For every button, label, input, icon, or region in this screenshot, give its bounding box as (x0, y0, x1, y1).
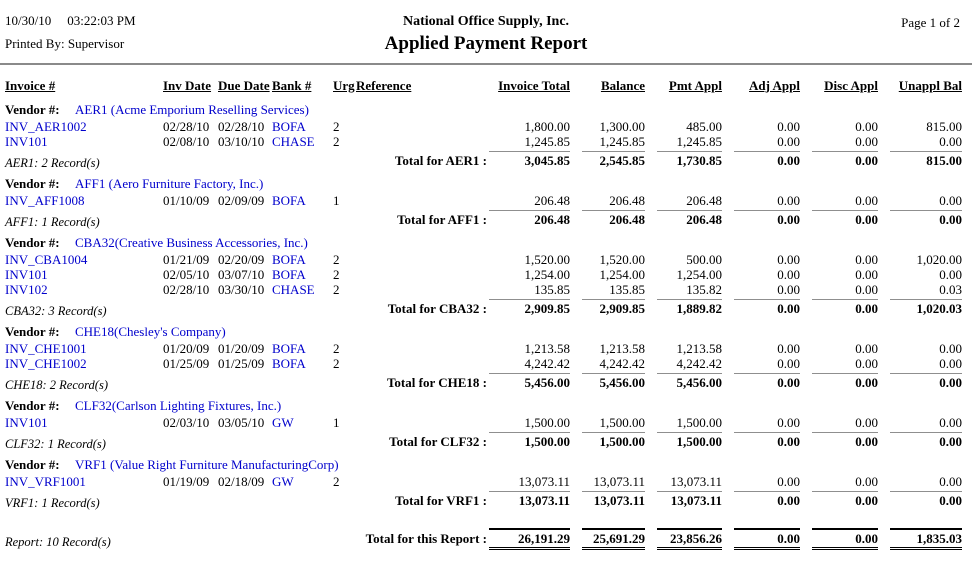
amount-unappl-bal: 815.00 (926, 119, 962, 134)
total-amount: 206.48 (657, 210, 722, 227)
total-disc-appl (800, 528, 878, 550)
vendor-row (0, 235, 976, 250)
urg-value: 2 (333, 356, 340, 371)
amount-unappl-bal: 0.00 (939, 415, 962, 430)
record-count: CBA32: 3 Record(s) (5, 304, 107, 318)
total-pmt-appl (645, 373, 722, 390)
urg-value: 2 (333, 282, 340, 297)
total-amount: 1,730.85 (657, 151, 722, 168)
invoice-link[interactable]: INV101 (5, 134, 48, 149)
amount-adj-appl: 0.00 (777, 267, 800, 282)
amount-disc-appl: 0.00 (855, 193, 878, 208)
vendor-name-link[interactable]: CLF32(Carlson Lighting Fixtures, Inc.) (75, 398, 282, 413)
invoice-link[interactable]: INV_CHE1002 (5, 356, 87, 371)
amount-balance: 1,213.58 (599, 341, 645, 356)
inv-date: 01/21/09 (163, 252, 210, 267)
bank-link[interactable]: BOFA (272, 356, 306, 371)
printed-by: Printed By: Supervisor (5, 36, 125, 51)
total-amount: 13,073.11 (582, 491, 645, 508)
report-footer (0, 528, 976, 550)
inv-date: 01/25/09 (163, 356, 210, 371)
due-date: 01/25/09 (218, 356, 265, 371)
col-invoice-total: Invoice Total (498, 78, 570, 93)
total-pmt-appl (645, 299, 722, 316)
total-amount: 0.00 (812, 151, 878, 168)
invoice-row (0, 119, 976, 134)
amount-unappl-bal: 0.00 (939, 341, 962, 356)
total-amount: 26,191.29 (489, 528, 570, 550)
report-total-label: Total for this Report : (365, 531, 487, 546)
record-count: CLF32: 1 Record(s) (5, 437, 106, 451)
total-balance (570, 528, 645, 550)
total-adj-appl (722, 210, 800, 227)
invoice-link[interactable]: INV_VRF1001 (5, 474, 86, 489)
total-amount: 25,691.29 (582, 528, 645, 550)
total-amount: 2,909.85 (582, 299, 645, 316)
total-balance (570, 432, 645, 449)
col-unappl-bal: Unappl Bal (898, 78, 962, 93)
amount-invoice-total: 1,254.00 (524, 267, 570, 282)
total-unappl-bal (878, 299, 962, 316)
record-count: AFF1: 1 Record(s) (5, 215, 100, 229)
section-total-label: Total for CLF32 : (389, 434, 487, 449)
section-total-row (0, 210, 976, 227)
amount-balance: 1,254.00 (599, 267, 645, 282)
total-amount: 0.00 (734, 373, 800, 390)
due-date: 02/28/10 (218, 119, 265, 134)
total-amount: 13,073.11 (489, 491, 570, 508)
amount-unappl-bal: 0.00 (939, 356, 962, 371)
bank-link[interactable]: GW (272, 474, 294, 489)
total-pmt-appl (645, 210, 722, 227)
col-pmt-appl: Pmt Appl (668, 78, 722, 93)
inv-date: 02/28/10 (163, 282, 210, 297)
total-invoice-total (487, 528, 570, 550)
vendor-number-label: Vendor #: (5, 102, 60, 117)
amount-unappl-bal: 0.00 (939, 193, 962, 208)
total-unappl-bal (878, 210, 962, 227)
amount-balance: 206.48 (609, 193, 645, 208)
col-inv-date: Inv Date (163, 78, 212, 93)
amount-invoice-total: 1,245.85 (524, 134, 570, 149)
section-total-row (0, 491, 976, 508)
vendor-number-label: Vendor #: (5, 235, 60, 250)
vendor-row (0, 457, 976, 472)
urg-value: 2 (333, 267, 340, 282)
total-balance (570, 151, 645, 168)
vendor-number-label: Vendor #: (5, 324, 60, 339)
amount-balance: 1,300.00 (599, 119, 645, 134)
total-balance (570, 491, 645, 508)
total-amount: 1,500.00 (582, 432, 645, 449)
amount-disc-appl: 0.00 (855, 134, 878, 149)
due-date: 03/07/10 (218, 267, 265, 282)
report-total-row (0, 528, 976, 550)
total-amount: 0.00 (812, 373, 878, 390)
urg-value: 1 (333, 415, 340, 430)
report-header (0, 0, 972, 65)
section-total-row (0, 151, 976, 168)
total-adj-appl (722, 373, 800, 390)
inv-date: 01/10/09 (163, 193, 210, 208)
invoice-row (0, 252, 976, 267)
invoice-link[interactable]: INV_CBA1004 (5, 252, 88, 267)
amount-adj-appl: 0.00 (777, 252, 800, 267)
amount-invoice-total: 1,800.00 (524, 119, 570, 134)
total-disc-appl (800, 432, 878, 449)
total-amount: 2,545.85 (582, 151, 645, 168)
amount-adj-appl: 0.00 (777, 341, 800, 356)
amount-disc-appl: 0.00 (855, 252, 878, 267)
total-invoice-total (487, 151, 570, 168)
report-date: 10/30/10 (5, 13, 52, 28)
total-amount: 0.00 (890, 491, 962, 508)
total-amount: 13,073.11 (657, 491, 722, 508)
col-balance: Balance (600, 78, 645, 93)
col-disc-appl: Disc Appl (824, 78, 878, 93)
report-time: 03:22:03 PM (67, 13, 136, 28)
total-invoice-total (487, 210, 570, 227)
amount-unappl-bal: 0.00 (939, 267, 962, 282)
vendor-number-label: Vendor #: (5, 457, 60, 472)
col-urg: Urg (333, 78, 355, 93)
total-unappl-bal (878, 491, 962, 508)
vendor-row (0, 102, 976, 117)
total-unappl-bal (878, 528, 962, 550)
total-amount: 1,835.03 (890, 528, 962, 550)
total-disc-appl (800, 299, 878, 316)
total-amount: 0.00 (890, 373, 962, 390)
vendor-row (0, 398, 976, 413)
bank-link[interactable]: BOFA (272, 252, 306, 267)
inv-date: 02/05/10 (163, 267, 210, 282)
amount-disc-appl: 0.00 (855, 341, 878, 356)
total-unappl-bal (878, 432, 962, 449)
amount-adj-appl: 0.00 (777, 282, 800, 297)
amount-pmt-appl: 1,213.58 (676, 341, 722, 356)
urg-value: 2 (333, 119, 340, 134)
bank-link[interactable]: BOFA (272, 193, 306, 208)
col-adj-appl: Adj Appl (749, 78, 800, 93)
total-amount: 0.00 (812, 432, 878, 449)
due-date: 02/09/09 (218, 193, 265, 208)
total-amount: 23,856.26 (657, 528, 722, 550)
total-amount: 0.00 (812, 299, 878, 316)
report-title: Applied Payment Report (384, 33, 588, 54)
section-total-label: Total for AER1 : (394, 153, 487, 168)
amount-invoice-total: 4,242.42 (524, 356, 570, 371)
total-amount: 5,456.00 (582, 373, 645, 390)
bank-link[interactable]: CHASE (272, 134, 315, 149)
invoice-row (0, 415, 976, 430)
amount-adj-appl: 0.00 (777, 474, 800, 489)
total-balance (570, 373, 645, 390)
amount-pmt-appl: 485.00 (686, 119, 722, 134)
total-pmt-appl (645, 432, 722, 449)
total-amount: 5,456.00 (657, 373, 722, 390)
col-invoice: Invoice # (5, 78, 56, 93)
total-amount: 0.00 (734, 528, 800, 550)
total-amount: 206.48 (489, 210, 570, 227)
total-balance (570, 299, 645, 316)
page-indicator: Page 1 of 2 (901, 15, 960, 30)
amount-adj-appl: 0.00 (777, 415, 800, 430)
vendor-name-link[interactable]: CHE18(Chesley's Company) (75, 324, 226, 339)
amount-invoice-total: 1,213.58 (524, 341, 570, 356)
inv-date: 01/19/09 (163, 474, 210, 489)
invoice-link[interactable]: INV102 (5, 282, 48, 297)
total-disc-appl (800, 151, 878, 168)
invoice-row (0, 341, 976, 356)
title-block (0, 14, 972, 55)
bank-link[interactable]: BOFA (272, 119, 306, 134)
due-date: 01/20/09 (218, 341, 265, 356)
invoice-row (0, 193, 976, 208)
amount-unappl-bal: 0.03 (939, 282, 962, 297)
urg-value: 2 (333, 252, 340, 267)
amount-adj-appl: 0.00 (777, 356, 800, 371)
vendor-number-label: Vendor #: (5, 398, 60, 413)
vendor-number-label: Vendor #: (5, 176, 60, 191)
amount-invoice-total: 13,073.11 (518, 474, 570, 489)
total-amount: 0.00 (734, 210, 800, 227)
amount-pmt-appl: 1,254.00 (676, 267, 722, 282)
total-adj-appl (722, 491, 800, 508)
total-amount: 1,500.00 (489, 432, 570, 449)
invoice-link[interactable]: INV101 (5, 267, 48, 282)
urg-value: 2 (333, 474, 340, 489)
invoice-row (0, 356, 976, 371)
total-amount: 0.00 (812, 528, 878, 550)
company-name: National Office Supply, Inc. (402, 14, 570, 29)
due-date: 02/20/09 (218, 252, 265, 267)
total-amount: 2,909.85 (489, 299, 570, 316)
due-date: 02/18/09 (218, 474, 265, 489)
amount-disc-appl: 0.00 (855, 356, 878, 371)
total-amount: 1,889.82 (657, 299, 722, 316)
bank-link[interactable]: CHASE (272, 282, 315, 297)
amount-balance: 4,242.42 (599, 356, 645, 371)
total-amount: 0.00 (734, 432, 800, 449)
total-disc-appl (800, 373, 878, 390)
amount-pmt-appl: 13,073.11 (670, 474, 722, 489)
total-amount: 0.00 (890, 432, 962, 449)
section-total-row (0, 373, 976, 390)
amount-pmt-appl: 500.00 (686, 252, 722, 267)
urg-value: 2 (333, 341, 340, 356)
total-disc-appl (800, 491, 878, 508)
amount-invoice-total: 206.48 (534, 193, 570, 208)
total-invoice-total (487, 432, 570, 449)
vendor-name-link[interactable]: AFF1 (Aero Furniture Factory, Inc.) (75, 176, 264, 191)
amount-unappl-bal: 1,020.00 (916, 252, 962, 267)
amount-disc-appl: 0.00 (855, 267, 878, 282)
amount-pmt-appl: 1,500.00 (676, 415, 722, 430)
amount-balance: 13,073.11 (593, 474, 645, 489)
total-pmt-appl (645, 151, 722, 168)
amount-pmt-appl: 206.48 (686, 193, 722, 208)
amount-balance: 1,520.00 (599, 252, 645, 267)
total-invoice-total (487, 373, 570, 390)
total-amount: 815.00 (890, 151, 962, 168)
inv-date: 02/28/10 (163, 119, 210, 134)
due-date: 03/10/10 (218, 134, 265, 149)
section-total-label: Total for CBA32 : (387, 301, 487, 316)
amount-balance: 1,500.00 (599, 415, 645, 430)
amount-adj-appl: 0.00 (777, 119, 800, 134)
invoice-row (0, 474, 976, 489)
due-date: 03/05/10 (218, 415, 265, 430)
amount-balance: 1,245.85 (599, 134, 645, 149)
total-amount: 0.00 (890, 210, 962, 227)
record-count: CHE18: 2 Record(s) (5, 378, 108, 392)
amount-disc-appl: 0.00 (855, 474, 878, 489)
invoice-link[interactable]: INV101 (5, 415, 48, 430)
amount-pmt-appl: 4,242.42 (676, 356, 722, 371)
urg-value: 2 (333, 134, 340, 149)
record-count: VRF1: 1 Record(s) (5, 496, 100, 510)
amount-balance: 135.85 (609, 282, 645, 297)
total-pmt-appl (645, 528, 722, 550)
total-disc-appl (800, 210, 878, 227)
total-amount: 0.00 (734, 299, 800, 316)
total-amount: 0.00 (812, 491, 878, 508)
column-header-row (0, 78, 976, 94)
bank-link[interactable]: BOFA (272, 267, 306, 282)
amount-disc-appl: 0.00 (855, 282, 878, 297)
invoice-row (0, 282, 976, 297)
total-adj-appl (722, 528, 800, 550)
total-amount: 0.00 (734, 151, 800, 168)
amount-invoice-total: 1,520.00 (524, 252, 570, 267)
total-invoice-total (487, 491, 570, 508)
col-reference: Reference (356, 78, 412, 93)
total-amount: 3,045.85 (489, 151, 570, 168)
inv-date: 02/08/10 (163, 134, 210, 149)
amount-invoice-total: 135.85 (534, 282, 570, 297)
urg-value: 1 (333, 193, 340, 208)
invoice-row (0, 267, 976, 282)
invoice-row (0, 134, 976, 149)
total-amount: 1,500.00 (657, 432, 722, 449)
total-amount: 5,456.00 (489, 373, 570, 390)
vendor-row (0, 176, 976, 191)
amount-adj-appl: 0.00 (777, 134, 800, 149)
total-pmt-appl (645, 491, 722, 508)
record-count: AER1: 2 Record(s) (5, 156, 100, 170)
total-adj-appl (722, 299, 800, 316)
col-due-date: Due Date (218, 78, 270, 93)
amount-invoice-total: 1,500.00 (524, 415, 570, 430)
total-amount: 206.48 (582, 210, 645, 227)
amount-disc-appl: 0.00 (855, 119, 878, 134)
total-invoice-total (487, 299, 570, 316)
report-body (0, 102, 976, 508)
total-unappl-bal (878, 151, 962, 168)
invoice-link[interactable]: INV_AER1002 (5, 119, 87, 134)
invoice-link[interactable]: INV_AFF1008 (5, 193, 85, 208)
vendor-name-link[interactable]: VRF1 (Value Right Furniture ManufacturingCorp) (75, 457, 339, 472)
total-amount: 0.00 (812, 210, 878, 227)
inv-date: 01/20/09 (163, 341, 210, 356)
due-date: 03/30/10 (218, 282, 265, 297)
section-total-row (0, 299, 976, 316)
record-count: Report: 10 Record(s) (5, 535, 111, 549)
amount-pmt-appl: 1,245.85 (676, 134, 722, 149)
section-total-label: Total for CHE18 : (386, 375, 487, 390)
total-amount: 1,020.03 (890, 299, 962, 316)
inv-date: 02/03/10 (163, 415, 210, 430)
amount-unappl-bal: 0.00 (939, 474, 962, 489)
total-adj-appl (722, 432, 800, 449)
bank-link[interactable]: GW (272, 415, 294, 430)
total-amount: 0.00 (734, 491, 800, 508)
vendor-row (0, 324, 976, 339)
section-total-row (0, 432, 976, 449)
section-total-label: Total for VRF1 : (395, 493, 487, 508)
amount-disc-appl: 0.00 (855, 415, 878, 430)
col-bank: Bank # (272, 78, 312, 93)
bank-link[interactable]: BOFA (272, 341, 306, 356)
vendor-name-link[interactable]: CBA32(Creative Business Accessories, Inc.) (75, 235, 308, 250)
section-total-label: Total for AFF1 : (397, 212, 487, 227)
vendor-name-link[interactable]: AER1 (Acme Emporium Reselling Services) (75, 102, 309, 117)
amount-pmt-appl: 135.82 (686, 282, 722, 297)
amount-unappl-bal: 0.00 (939, 134, 962, 149)
total-balance (570, 210, 645, 227)
invoice-link[interactable]: INV_CHE1001 (5, 341, 87, 356)
amount-adj-appl: 0.00 (777, 193, 800, 208)
total-adj-appl (722, 151, 800, 168)
total-unappl-bal (878, 373, 962, 390)
